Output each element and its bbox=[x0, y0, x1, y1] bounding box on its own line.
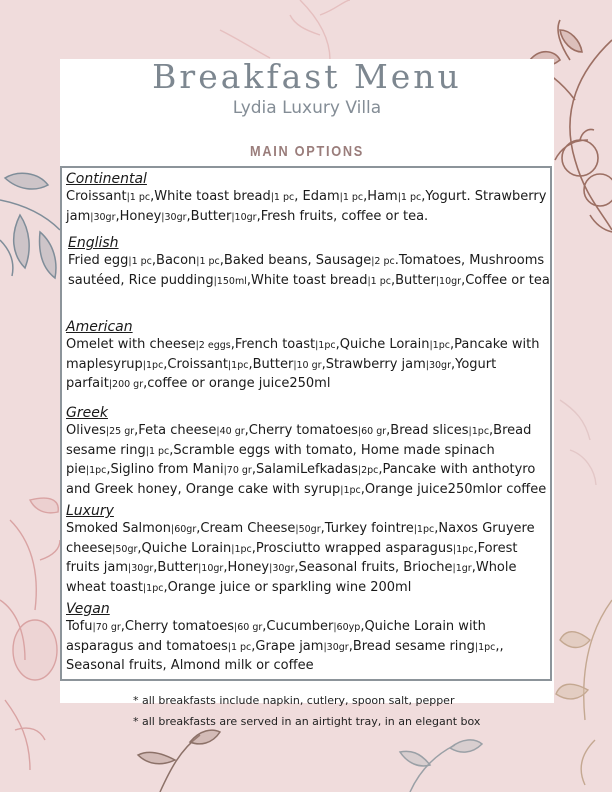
leaf-illustration-left bbox=[0, 173, 60, 278]
section-label: MAIN OPTIONS bbox=[250, 143, 364, 160]
menu-section-english bbox=[68, 234, 552, 291]
menu-items: Smoked Salmon|60gr,Cream Cheese|50gr,Turkey fointre|1pc,Naxos Gruyere cheese|50gr,Quiche Lorain|1pc,Prosciutto wrapped asparagus|1pc,Forest fruits jam|30gr,Butter|10gr,Honey|30gr,Seasonal fruits, Brioche|1gr,Whole wheat toast|1pc,Orange juice or sparkling wine 200ml bbox=[66, 521, 535, 595]
menu-items: Tofu|70 gr,Cherry tomatoes|60 gr,Cucumber|60yp,Quiche Lorain with asparagus and tomatoes|1 pc,Grape jam|30gr,Bread sesame ring|1pc,, Seasonal fruits, Almond milk or coffee bbox=[66, 619, 504, 673]
menu-section-vegan bbox=[66, 600, 550, 676]
menu-heading: Luxury bbox=[66, 503, 114, 519]
footnote-included: * all breakfasts include napkin, cutlery, spoon salt, pepper bbox=[133, 694, 455, 707]
menu-items: Omelet with cheese|2 eggs,French toast|1pc,Quiche Lorain|1pc,Pancake with maplesyrup|1pc,Croissant|1pc,Butter|10 gr,Strawberry jam|30gr,Yogurt parfait|200 gr,coffee or orange juice250ml bbox=[66, 337, 540, 391]
menu-section-american bbox=[66, 318, 550, 395]
menu-section-continental bbox=[66, 170, 550, 227]
footnote-packaging: * all breakfasts are served in an airtight tray, in an elegant box bbox=[133, 715, 481, 728]
leaf-illustration-right bbox=[556, 400, 612, 785]
menu-heading: American bbox=[66, 319, 133, 335]
menu-section-luxury bbox=[66, 502, 550, 598]
page-title: Breakfast Menu bbox=[152, 57, 462, 96]
flower-illustration-left bbox=[0, 498, 60, 770]
menu-heading: Continental bbox=[66, 171, 147, 187]
menu-heading: Vegan bbox=[66, 601, 110, 617]
menu-items: Olives|25 gr,Feta cheese|40 gr,Cherry tomatoes|60 gr,Bread slices|1pc,Bread sesame ring|1 pc,Scramble eggs with tomato, Home made spinach pie|1pc,Siglino from Mani|70 gr,SalamiLefkadas|2pc,Pancake with anthotyro and Greek honey, Orange cake with syrup|1pc,Orange juice250mlor coffee bbox=[66, 423, 547, 497]
branch-illustration-bottom bbox=[138, 730, 482, 792]
menu-heading: Greek bbox=[66, 405, 108, 421]
menu-items: Fried egg|1 pc,Bacon|1 pc,Baked beans, Sausage|2 pc.Tomatoes, Mushrooms sautéed, Rice pudding|150ml,White toast bread|1 pc,Butter|10gr,Coffee or tea bbox=[68, 253, 550, 288]
menu-options-box bbox=[60, 166, 552, 681]
menu-section-greek bbox=[66, 404, 550, 500]
menu-items: Croissant|1 pc,White toast bread|1 pc, Edam|1 pc,Ham|1 pc,Yogurt. Strawberry jam|30gr,Honey|30gr,Butter|10gr,Fresh fruits, coffee or tea. bbox=[66, 189, 547, 224]
menu-heading: English bbox=[68, 235, 119, 251]
page-subtitle: Lydia Luxury Villa bbox=[232, 98, 382, 118]
